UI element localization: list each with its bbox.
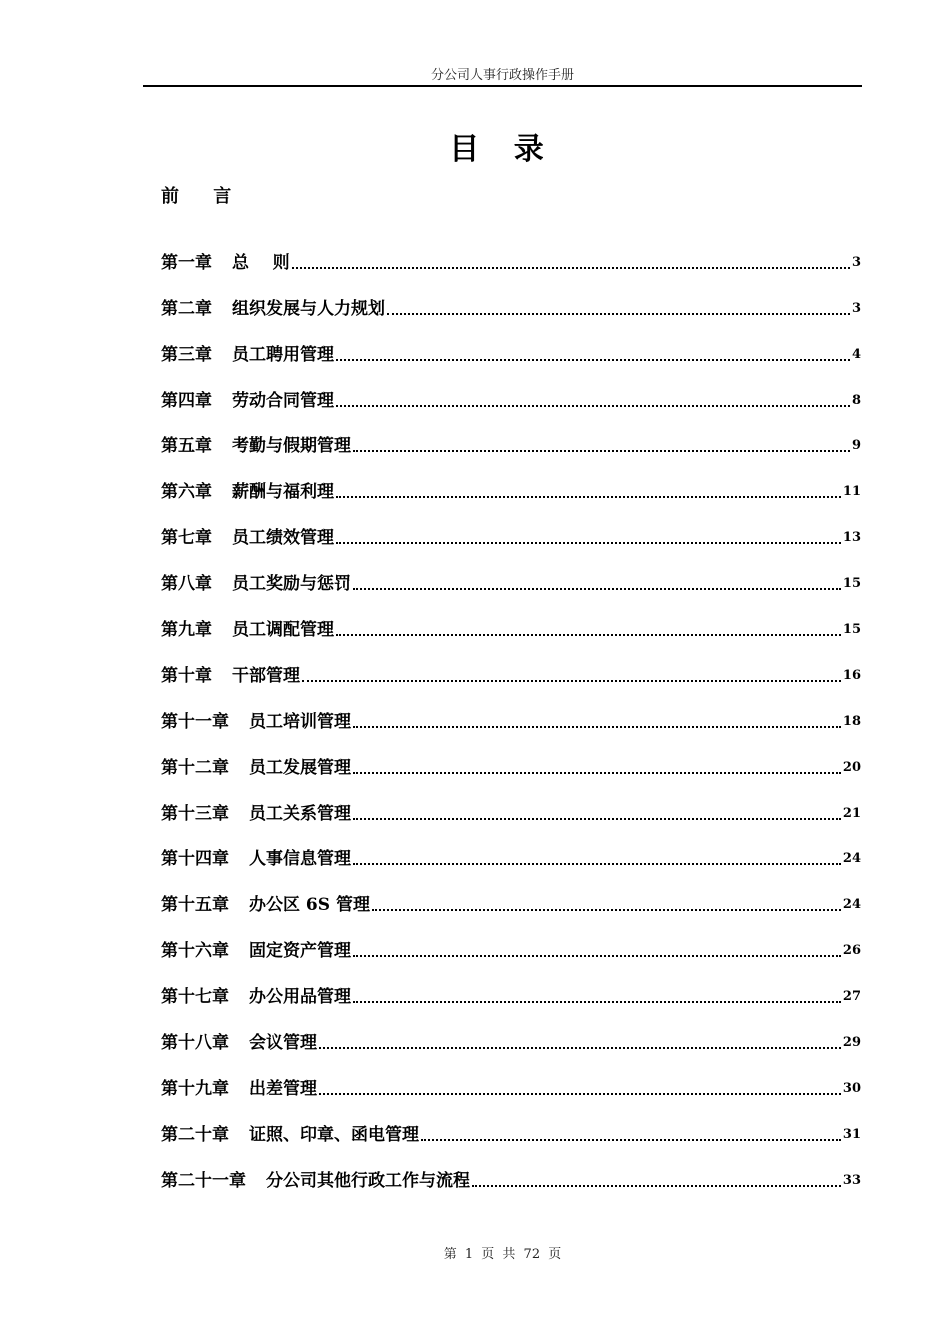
toc-entry-title: 分公司其他行政工作与流程 xyxy=(266,1170,470,1191)
toc-dot-leader xyxy=(319,1046,841,1049)
toc-dot-leader xyxy=(319,1092,841,1095)
toc-list xyxy=(161,230,861,1194)
toc-entry-chapter: 第十章 xyxy=(161,665,212,686)
toc-entry-title: 员工绩效管理 xyxy=(232,528,334,549)
toc-entry-title: 证照、印章、函电管理 xyxy=(249,1124,419,1145)
toc-entry-page-number: 33 xyxy=(842,1172,861,1188)
toc-entry-page-number: 30 xyxy=(842,1080,861,1096)
toc-entry-title: 员工聘用管理 xyxy=(232,344,334,365)
toc-entry-chapter: 第六章 xyxy=(161,482,212,503)
toc-entry-page-number: 15 xyxy=(842,622,861,638)
toc-dot-leader xyxy=(387,312,850,315)
toc-dot-leader xyxy=(353,954,841,957)
toc-entry-chapter: 第十五章 xyxy=(161,895,229,916)
toc-entry-page-number: 3 xyxy=(851,254,861,270)
toc-entry-page-number: 3 xyxy=(851,300,861,316)
toc-dot-leader xyxy=(353,449,850,452)
toc-entry-chapter: 第五章 xyxy=(161,436,212,457)
toc-entry-title: 总 则 xyxy=(232,252,290,273)
toc-entry[interactable] xyxy=(161,643,861,689)
toc-entry-page-number: 8 xyxy=(851,392,861,408)
toc-entry[interactable] xyxy=(161,1056,861,1102)
toc-entry-chapter: 第十三章 xyxy=(161,803,229,824)
toc-entry-title: 考勤与假期管理 xyxy=(232,436,351,457)
toc-dot-leader xyxy=(372,908,841,911)
toc-dot-leader xyxy=(292,266,850,269)
toc-entry[interactable] xyxy=(161,689,861,735)
toc-entry[interactable] xyxy=(161,505,861,551)
toc-entry-chapter: 第四章 xyxy=(161,390,212,411)
toc-entry-chapter: 第十八章 xyxy=(161,1033,229,1054)
toc-entry-chapter: 第十二章 xyxy=(161,757,229,778)
toc-entry[interactable] xyxy=(161,459,861,505)
toc-dot-leader xyxy=(302,679,841,682)
toc-entry-chapter: 第十四章 xyxy=(161,849,229,870)
toc-entry-chapter: 第二章 xyxy=(161,298,212,319)
toc-entry-page-number: 4 xyxy=(851,346,861,362)
toc-dot-leader xyxy=(336,358,850,361)
page-footer: 第 1 页 共 72 页 xyxy=(443,1247,562,1262)
toc-entry[interactable] xyxy=(161,230,861,276)
toc-entry[interactable] xyxy=(161,918,861,964)
toc-entry[interactable] xyxy=(161,1148,861,1194)
toc-entry[interactable] xyxy=(161,322,861,368)
running-header: 分公司人事行政操作手册 xyxy=(430,68,574,83)
toc-entry[interactable] xyxy=(161,781,861,827)
toc-dot-leader xyxy=(336,633,841,636)
toc-title: 目 录 xyxy=(449,132,556,167)
toc-entry-title: 会议管理 xyxy=(249,1033,317,1054)
toc-entry-title: 员工调配管理 xyxy=(232,620,334,641)
toc-entry[interactable] xyxy=(161,368,861,414)
toc-dot-leader xyxy=(336,404,850,407)
toc-entry[interactable] xyxy=(161,872,861,918)
toc-entry[interactable] xyxy=(161,964,861,1010)
toc-entry[interactable] xyxy=(161,1102,861,1148)
toc-dot-leader xyxy=(472,1184,841,1187)
toc-entry-title: 人事信息管理 xyxy=(249,849,351,870)
toc-entry-title: 固定资产管理 xyxy=(249,941,351,962)
toc-entry-page-number: 29 xyxy=(842,1035,861,1051)
toc-dot-leader xyxy=(353,817,841,820)
toc-entry-chapter: 第七章 xyxy=(161,528,212,549)
toc-entry-chapter: 第二十一章 xyxy=(161,1170,246,1191)
toc-entry-title: 干部管理 xyxy=(232,665,300,686)
toc-entry-chapter: 第二十章 xyxy=(161,1124,229,1145)
toc-entry[interactable] xyxy=(161,735,861,781)
toc-entry-page-number: 15 xyxy=(842,576,861,592)
header-rule xyxy=(143,85,862,87)
toc-dot-leader xyxy=(353,725,841,728)
toc-entry-title: 薪酬与福利理 xyxy=(232,482,334,503)
toc-entry[interactable] xyxy=(161,414,861,460)
toc-entry[interactable] xyxy=(161,551,861,597)
toc-entry-chapter: 第三章 xyxy=(161,344,212,365)
toc-entry-chapter: 第十六章 xyxy=(161,941,229,962)
toc-entry-title: 办公用品管理 xyxy=(249,987,351,1008)
toc-dot-leader xyxy=(353,1000,841,1003)
toc-entry-page-number: 24 xyxy=(842,897,861,913)
toc-entry-title: 办公区 6S 管理 xyxy=(249,895,370,916)
toc-entry-page-number: 9 xyxy=(851,438,861,454)
toc-entry-chapter: 第一章 xyxy=(161,252,212,273)
toc-dot-leader xyxy=(353,587,841,590)
toc-dot-leader xyxy=(353,862,841,865)
toc-entry-page-number: 26 xyxy=(842,943,861,959)
toc-entry-title: 员工奖励与惩罚 xyxy=(232,574,351,595)
toc-entry[interactable] xyxy=(161,276,861,322)
toc-entry-page-number: 18 xyxy=(842,713,861,729)
toc-entry[interactable] xyxy=(161,1010,861,1056)
toc-dot-leader xyxy=(336,541,841,544)
toc-entry-title: 员工关系管理 xyxy=(249,803,351,824)
toc-entry-title: 组织发展与人力规划 xyxy=(232,298,385,319)
toc-entry-page-number: 16 xyxy=(842,667,861,683)
toc-dot-leader xyxy=(421,1138,841,1141)
toc-dot-leader xyxy=(353,771,841,774)
toc-entry-chapter: 第十七章 xyxy=(161,987,229,1008)
toc-entry-title: 员工培训管理 xyxy=(249,711,351,732)
toc-entry-page-number: 24 xyxy=(842,851,861,867)
toc-entry-title: 员工发展管理 xyxy=(249,757,351,778)
toc-entry-chapter: 第九章 xyxy=(161,620,212,641)
toc-entry-page-number: 13 xyxy=(842,530,861,546)
toc-entry[interactable] xyxy=(161,827,861,873)
toc-entry-chapter: 第十一章 xyxy=(161,711,229,732)
toc-entry-page-number: 21 xyxy=(842,805,861,821)
toc-entry-page-number: 27 xyxy=(842,989,861,1005)
toc-entry-page-number: 31 xyxy=(842,1126,861,1142)
toc-entry[interactable] xyxy=(161,597,861,643)
toc-entry-title: 出差管理 xyxy=(249,1078,317,1099)
toc-entry-page-number: 11 xyxy=(842,484,861,500)
toc-preface: 前 言 xyxy=(161,186,246,207)
toc-entry-title: 劳动合同管理 xyxy=(232,390,334,411)
toc-entry-chapter: 第十九章 xyxy=(161,1078,229,1099)
toc-entry-page-number: 20 xyxy=(842,759,861,775)
toc-dot-leader xyxy=(336,495,841,498)
toc-entry-chapter: 第八章 xyxy=(161,574,212,595)
